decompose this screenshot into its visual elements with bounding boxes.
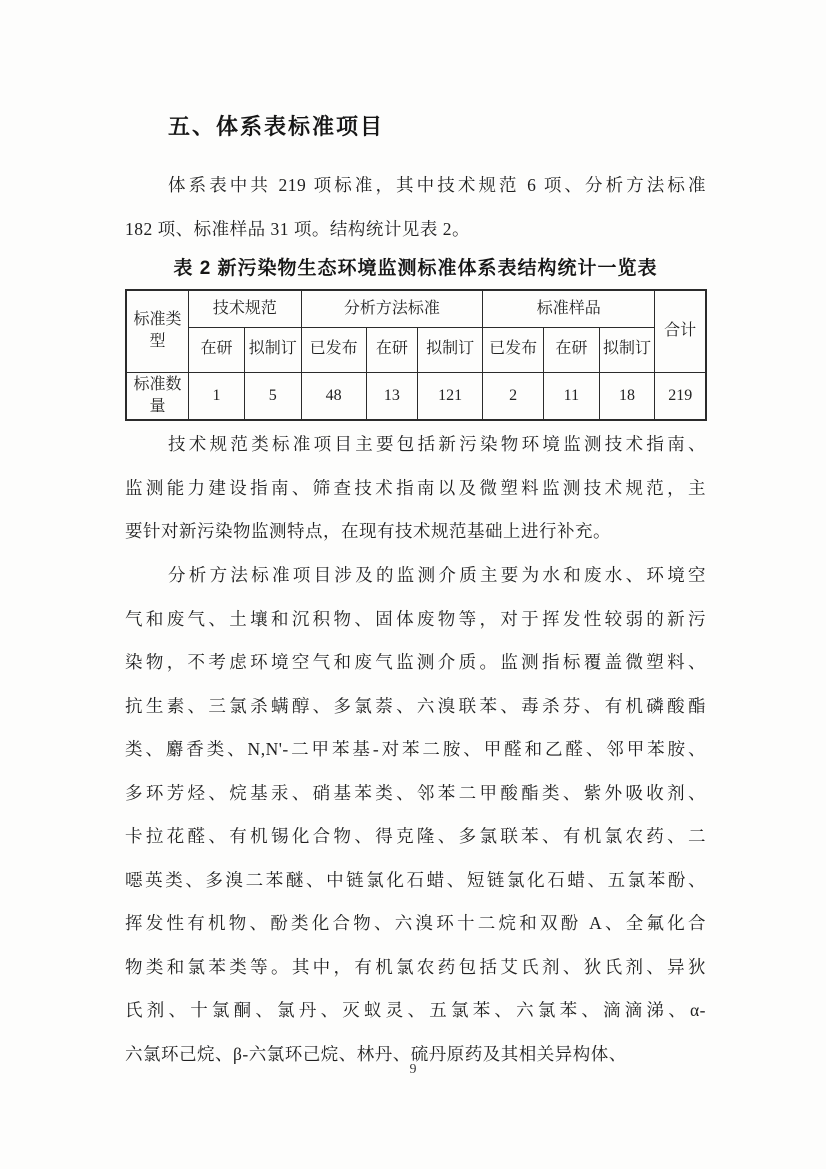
paragraph-line: 六氯环己烷、β-六氯环己烷、林丹、硫丹原药及其相关异构体、 xyxy=(125,1043,627,1064)
paragraph-line: 卡拉花醛、有机锡化合物、得克隆、多氯联苯、有机氯农药、二 xyxy=(125,826,706,846)
paragraph-line: 分析方法标准项目涉及的监测介质主要为水和废水、环境空 xyxy=(168,565,706,585)
table-sub-header: 拟制订 xyxy=(418,327,483,372)
paragraph-line: 技术规范类标准项目主要包括新污染物环境监测技术指南、 xyxy=(168,434,706,454)
paragraph-line: 物类和氯苯类等。其中，有机氯农药包括艾氏剂、狄氏剂、异狄 xyxy=(125,956,706,977)
table-sub-header: 拟制订 xyxy=(244,327,301,372)
table-group-header: 技术规范 xyxy=(189,290,302,327)
paragraph-line: 噁英类、多溴二苯醚、中链氯化石蜡、短链氯化石蜡、五氯苯酚、 xyxy=(125,869,706,890)
paragraph-line: 染物，不考虑环境空气和废气监测介质。监测指标覆盖微塑料、 xyxy=(125,652,706,672)
table-cell: 121 xyxy=(418,372,483,420)
table-cell: 2 xyxy=(483,372,544,420)
paragraph-line: 抗生素、三氯杀螨醇、多氯萘、六溴联苯、毒杀芬、有机磷酸酯 xyxy=(125,695,706,716)
table-sub-header: 在研 xyxy=(189,327,245,372)
paragraph-line: 多环芳烃、烷基汞、硝基苯类、邻苯二甲酸酯类、紫外吸收剂、 xyxy=(125,782,706,803)
table-cell: 13 xyxy=(366,372,418,420)
table-group-header: 标准样品 xyxy=(483,290,655,327)
table-cell: 5 xyxy=(244,372,301,420)
paragraph-intro xyxy=(125,164,706,251)
table-cell: 18 xyxy=(599,372,655,420)
table-total-header: 合计 xyxy=(655,290,706,372)
table-row xyxy=(126,327,706,372)
paragraph-line: 体系表中共 219 项标准，其中技术规范 6 项、分析方法标准 xyxy=(168,175,706,195)
table-sub-header: 在研 xyxy=(366,327,418,372)
table-sub-header: 拟制订 xyxy=(599,327,655,372)
section-heading: 五、体系表标准项目 xyxy=(168,114,385,139)
table-row xyxy=(126,290,706,327)
page-number: 9 xyxy=(409,1062,417,1077)
table-cell: 1 xyxy=(189,372,245,420)
paragraph-line: 气和废气、土壤和沉积物、固体废物等，对于挥发性较弱的新污 xyxy=(125,608,706,629)
table-sub-header: 在研 xyxy=(544,327,600,372)
table-cell: 48 xyxy=(301,372,366,420)
paragraph-line: 182 项、标准样品 31 项。结构统计见表 2。 xyxy=(125,218,470,239)
table-total-cell: 219 xyxy=(655,372,706,420)
paragraph-analysis-methods xyxy=(125,554,706,1076)
standards-statistics-table xyxy=(125,289,707,421)
paragraph-line: 要针对新污染物监测特点，在现有技术规范基础上进行补充。 xyxy=(125,521,611,541)
table-corner-header: 标准类型 xyxy=(126,290,189,372)
paragraph-line: 氏剂、十氯酮、氯丹、灭蚁灵、五氯苯、六氯苯、滴滴涕、α- xyxy=(125,1000,706,1020)
table-sub-header: 已发布 xyxy=(483,327,544,372)
paragraph-tech-specs xyxy=(125,423,706,554)
table-row-label: 标准数量 xyxy=(126,372,189,420)
table-caption: 表 2 新污染物生态环境监测标准体系表结构统计一览表 xyxy=(173,258,658,279)
paragraph-line: 挥发性有机物、酚类化合物、六溴环十二烷和双酚 A、全氟化合 xyxy=(125,913,706,933)
table-group-header: 分析方法标准 xyxy=(301,290,483,327)
table-cell: 11 xyxy=(544,372,600,420)
table-row xyxy=(126,372,706,420)
paragraph-line: 监测能力建设指南、筛查技术指南以及微塑料监测技术规范，主 xyxy=(125,477,706,498)
table-sub-header: 已发布 xyxy=(301,327,366,372)
paragraph-line: 类、麝香类、N,N'-二甲苯基-对苯二胺、甲醛和乙醛、邻甲苯胺、 xyxy=(125,739,706,759)
